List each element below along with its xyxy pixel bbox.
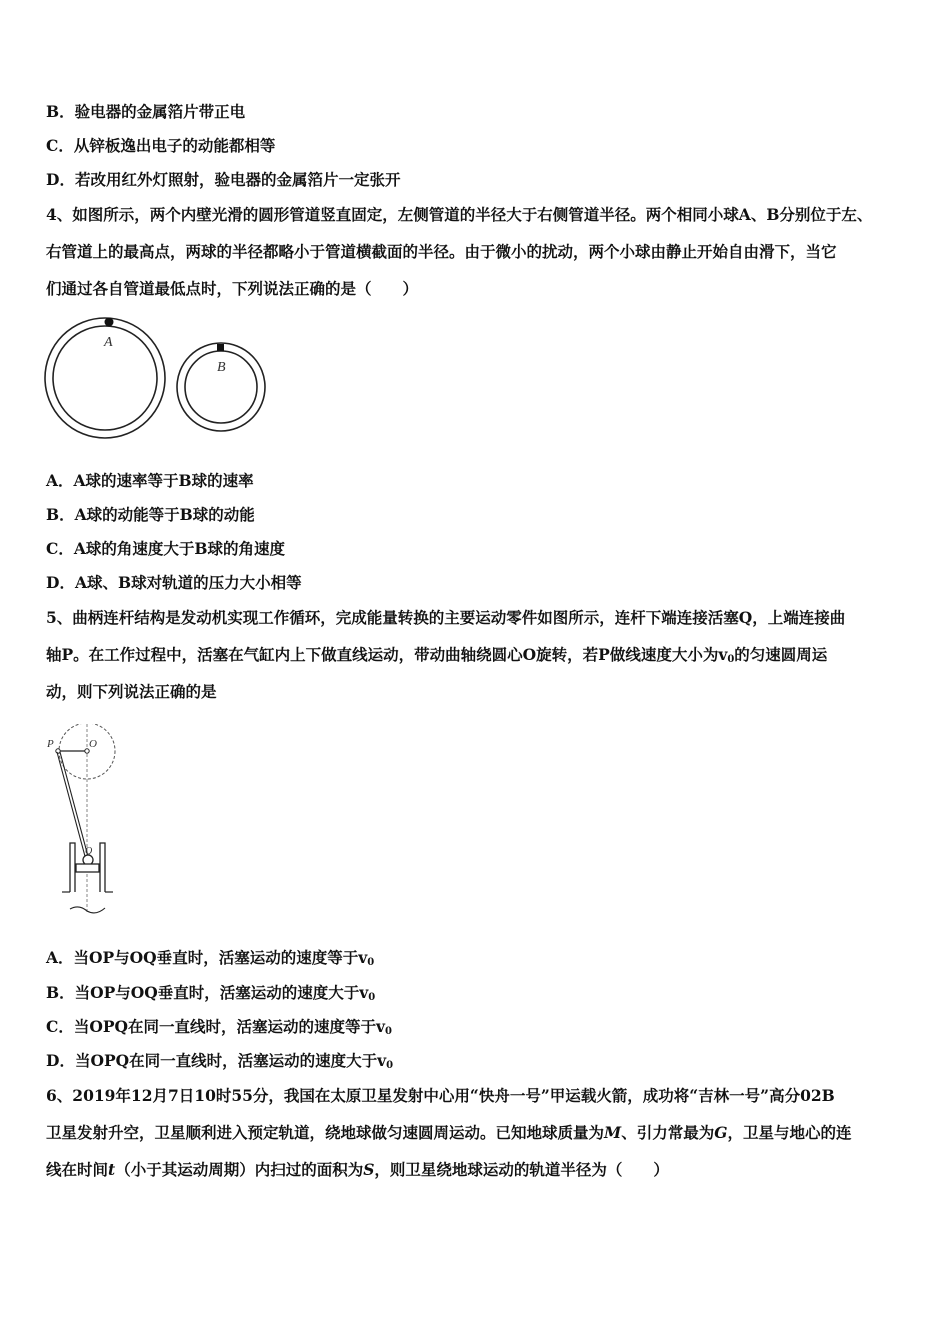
q4-stem-line2: 右管道上的最高点，两球的半径都略小于管道横截面的半径。由于微小的扰动，两个小球由静止开始自由滑下，当它 [46,242,837,261]
q4-option-d: D．A球、B球对轨道的压力大小相等 [46,573,302,592]
q4-option-c: C．A球的角速度大于B球的角速度 [46,539,285,558]
base-wave [70,907,105,913]
cylinder-left [70,843,75,892]
q4-stem-line3: 们通过各自管道最低点时，下列说法正确的是（ ） [46,279,419,298]
label-b: B [217,360,226,375]
q3-option-b: B．验电器的金属箔片带正电 [46,102,246,121]
point-p [56,749,60,753]
q6-stem-line3: 线在时间t（小于其运动周期）内扫过的面积为S，则卫星绕地球运动的轨道半径为（ ） [46,1160,669,1179]
q4-tube-figure [40,312,270,447]
q5-option-d: D．当OPQ在同一直线时，活塞运动的速度大于$v_0$ [46,1051,394,1071]
q5-stem-line3: 动，则下列说法正确的是 [46,682,217,701]
right-tube-outer [177,343,265,431]
ball-b [217,344,224,351]
q3-option-c: C．从锌板逸出电子的动能都相等 [46,136,276,155]
label-p: P [47,738,54,750]
ball-a [105,318,114,327]
q6-stem-line1: 6、2019年12月7日10时55分，我国在太原卫星发射中心用“快舟一号”甲运载火箭，成功将“吉林一号”高分02B [46,1086,835,1105]
connecting-rod-1 [57,752,86,860]
label-q: Q [85,846,93,857]
q4-option-a: A．A球的速率等于B球的速率 [46,471,254,490]
q5-stem-line2: 轴P。在工作过程中，活塞在气缸内上下做直线运动，带动曲轴绕圆心O旋转，若P做线速度大小为$v_0$的匀速圆周运 [46,645,828,665]
piston-block [76,864,99,872]
label-o: O [89,738,97,750]
cylinder-right [100,843,105,892]
q5-crank-figure [42,724,124,919]
q4-stem-line1: 4、如图所示，两个内壁光滑的圆形管道竖直固定，左侧管道的半径大于右侧管道半径。两个相同小球A、B分别位于左、 [46,205,873,224]
q3-option-d: D．若改用红外灯照射，验电器的金属箔片一定张开 [46,170,401,189]
q5-option-a: A．当OP与OQ垂直时，活塞运动的速度等于$v_0$ [46,948,375,968]
q5-stem-line1: 5、曲柄连杆结构是发动机实现工作循环，完成能量转换的主要运动零件如图所示，连杆下端连接活塞Q，上端连接曲 [46,608,846,627]
q6-stem-line2: 卫星发射升空，卫星顺利进入预定轨道，绕地球做匀速圆周运动。已知地球质量为M、引力常最为G，卫星与地心的连 [46,1123,852,1142]
q4-option-b: B．A球的动能等于B球的动能 [46,505,255,524]
q5-option-c: C．当OPQ在同一直线时，活塞运动的速度等于$v_0$ [46,1017,392,1037]
label-a: A [104,335,113,350]
q5-option-b: B．当OP与OQ垂直时，活塞运动的速度大于$v_0$ [46,983,376,1003]
